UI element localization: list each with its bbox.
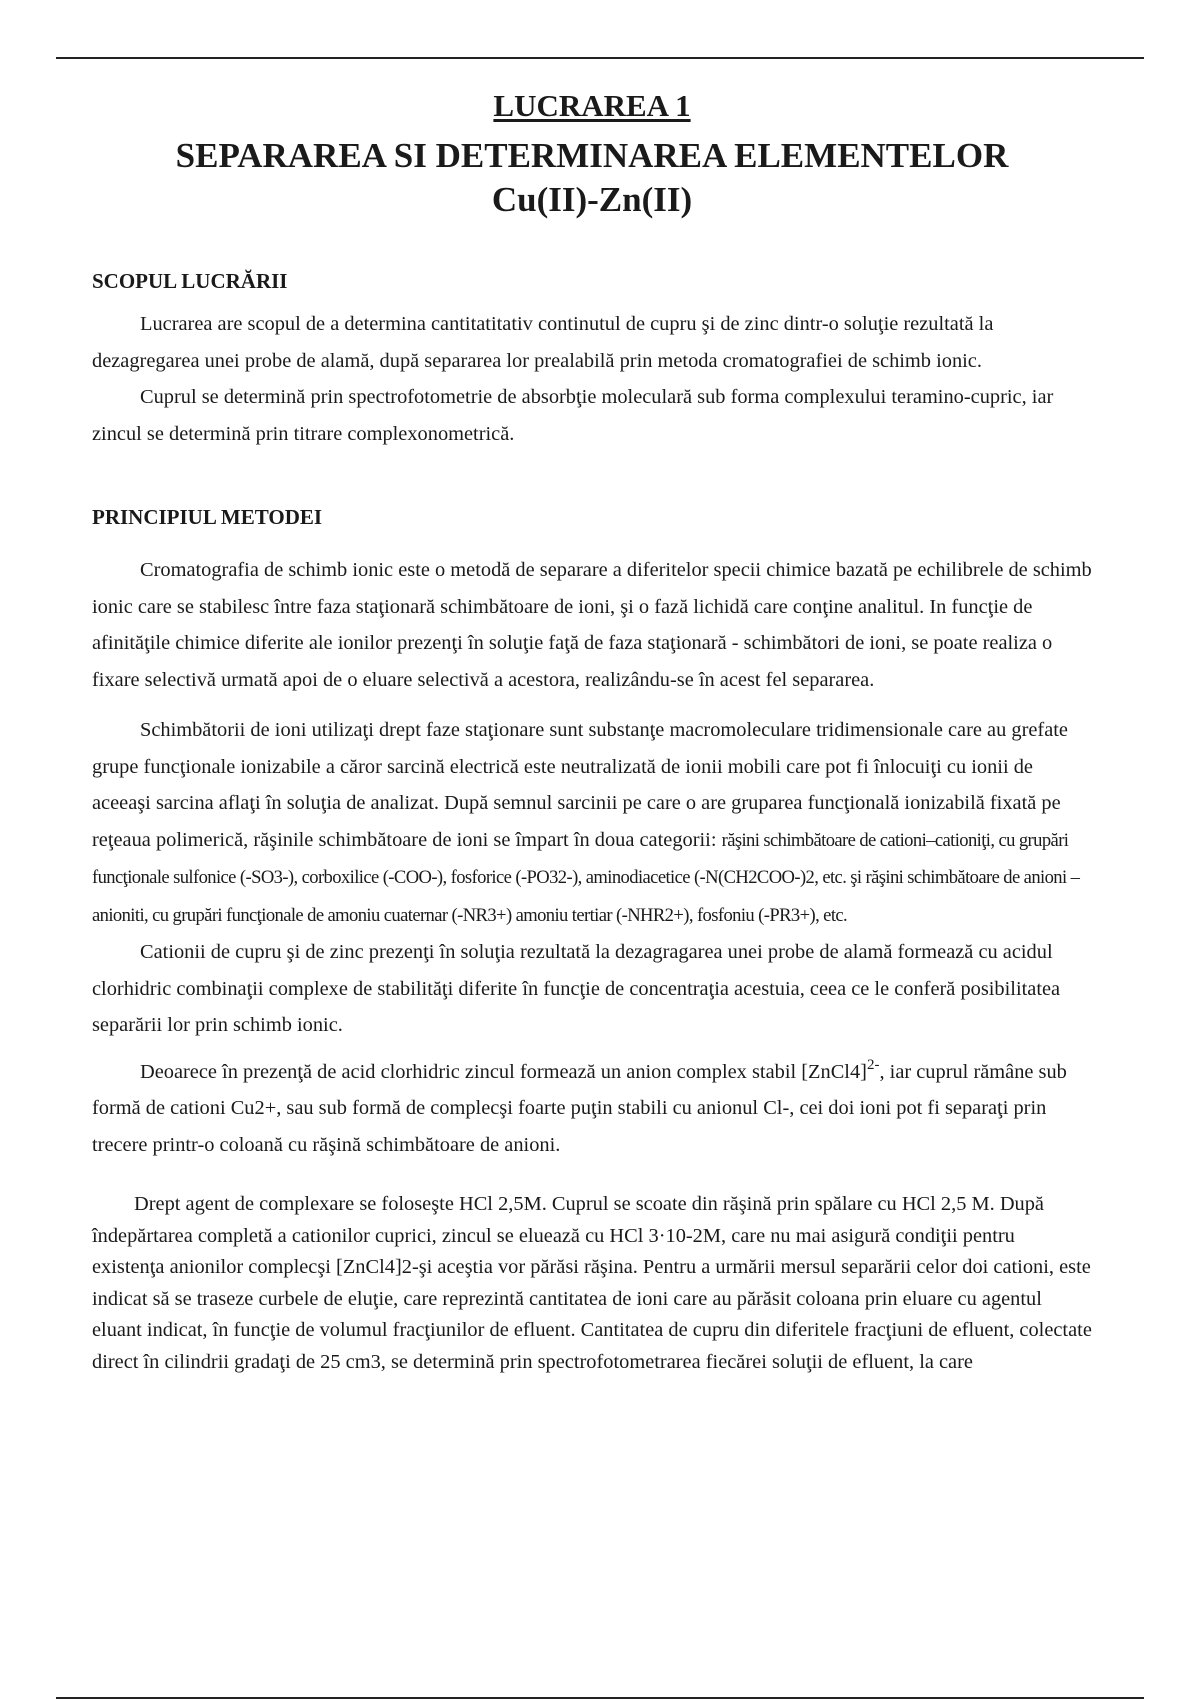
paragraph-principiu-2 bbox=[92, 712, 1092, 934]
section-heading-scop: SCOPUL LUCRĂRII bbox=[92, 269, 288, 293]
document-title-line-2: Cu(II)-Zn(II) bbox=[491, 180, 693, 219]
charge-superscript: 2- bbox=[866, 1056, 880, 1073]
section-heading-principiu: PRINCIPIUL METODEI bbox=[92, 505, 323, 529]
paragraph-principiu-2-part-a: Schimbătorii de ioni utilizaţi drept faze staţionare sunt substanţe macromoleculare tridimensionale care au grefate grupe funcţionale ionizabile a căror sarcină electrică este neutralizată de ionii mobili care pot fi înlocuiţi cu ionii de aceeaşi sarcina aflaţi în soluţia de analizat. După semnul sarcinii pe care o are gruparea funcţională ionizabilă fixată pe reţeaua polimerică, răşinile schimbătoare de ioni se împart în doua categorii: bbox=[92, 719, 1068, 851]
paragraph-scop-2: Cuprul se determină prin spectrofotometrie de absorbţie moleculară sub forma complexului teramino-cupric, iar zincul se determină prin titrare complexonometrică. bbox=[92, 386, 1054, 445]
document-body bbox=[92, 86, 1092, 1378]
paragraph-scop-1: Lucrarea are scopul de a determina cantitatitativ continutul de cupru şi de zinc dintr-o soluţie rezultată la dezagregarea unei probe de alamă, după separarea lor prealabilă prin metoda cromatografiei de schimb ionic. bbox=[92, 313, 994, 372]
bottom-rule bbox=[56, 1697, 1144, 1699]
paragraph-principiu-5: Drept agent de complexare se foloseşte HCl 2,5M. Cuprul se scoate din răşină prin spălare cu HCl 2,5 M. După îndepărtarea completă a cationilor cuprici, zincul se eluează cu HCl 3·10-2M, care nu mai asigură condiţii pentru existenţa anionilor complecşi [ZnCl4]2-şi aceştia vor părăsi răşina. Pentru a urmării mersul separării celor doi cationi, este indicat să se traseze curbele de eluţie, care reprezintă cantitatea de ioni care au părăsit coloana prin eluare cu agentul eluant indicat, în funcţie de volumul fracţiunilor de efluent. Cantitatea de cupru din diferitele fracţiuni de efluent, colectate direct în cilindrii gradaţi de 25 cm3, se determină prin spectrofotometrarea fiecărei soluţii de efluent, la care bbox=[92, 1193, 1092, 1373]
document-title-line-1: SEPARAREA SI DETERMINAREA ELEMENTELOR bbox=[175, 136, 1009, 175]
paragraph-principiu-4-part-b: , iar cuprul rămâne sub formă de cationi Cu2+, sau sub formă de complecşi foarte puţin stabili cu anionul Cl-, cei doi ioni pot fi separaţi prin trecere printr-o coloană cu răşină schimbătoare de anioni. bbox=[92, 1060, 1067, 1156]
paragraph-principiu-2-part-b: răşini schimbătoare de cationi–cationiţi, cu grupări funcţionale sulfonice (-SO3-), corboxilice (-COO-), fosforice (-PO32-), aminodiacetice (-N(CH2COO-)2, etc. şi răşini schimbătoare de anioni –anioniti, cu grupări funcţionale de amoniu cuaternar (-NR3+) amoniu tertiar (-NHR2+), fosfoniu (-PR3+), etc. bbox=[92, 829, 1080, 926]
paragraph-principiu-1: Cromatografia de schimb ionic este o metodă de separare a diferitelor specii chimice bazată pe echilibrele de schimb ionic care se stabilesc între faza staţionară schimbătoare de ioni, şi o fază lichidă care conţine analitul. In funcţie de afinităţile chimice diferite ale ionilor prezenţi în soluţie faţă de faza staţionară - schimbători de ioni, se poate realiza o fixare selectivă urmată apoi de o eluare selectivă a acestora, realizându-se în acest fel separarea. bbox=[92, 559, 1092, 691]
paragraph-principiu-4-part-a: Deoarece în prezenţă de acid clorhidric zincul formează un anion complex stabil [ZnCl4] bbox=[140, 1060, 867, 1083]
top-rule bbox=[56, 57, 1144, 59]
paragraph-principiu-3: Cationii de cupru şi de zinc prezenţi în soluţia rezultată la dezagragarea unei probe de alamă formează cu acidul clorhidric combinaţii complexe de stabilităţi diferite în funcţie de concentraţia acestuia, ceea ce le conferă posibilitatea separării lor prin schimb ionic. bbox=[92, 941, 1061, 1036]
paragraph-principiu-4 bbox=[92, 1054, 1092, 1164]
document-number: LUCRAREA 1 bbox=[493, 88, 691, 123]
